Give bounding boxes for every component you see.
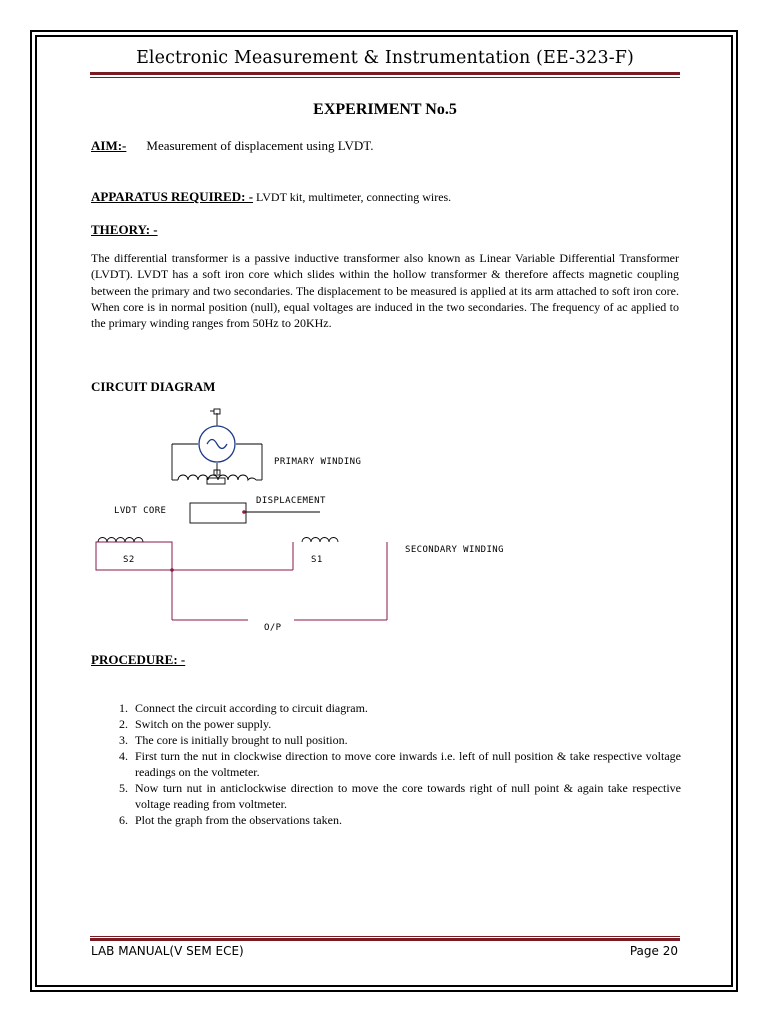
procedure-step	[91, 700, 681, 716]
procedure-step	[91, 716, 681, 732]
procedure-step-number: 3.	[119, 733, 128, 747]
procedure-step-text: First turn the nut in clockwise direction to move core inwards i.e. left of null position & take respective voltage readings on the voltmeter.	[135, 749, 681, 779]
procedure-step-text: Connect the circuit according to circuit diagram.	[135, 701, 368, 715]
procedure-step-number: 1.	[119, 701, 128, 715]
procedure-step-text: Switch on the power supply.	[135, 717, 272, 731]
procedure-step-number: 5.	[119, 781, 128, 795]
s1-winding	[302, 538, 338, 543]
label-output: O/P	[264, 623, 282, 633]
procedure-step-text: Plot the graph from the observations taken.	[135, 813, 342, 827]
procedure-step	[91, 748, 681, 780]
header-rule-thin	[90, 77, 680, 78]
s2-winding	[98, 538, 143, 543]
circuit-heading: CIRCUIT DIAGRAM	[91, 379, 216, 394]
apparatus-label: APPARATUS REQUIRED: -	[91, 189, 254, 204]
footer-rule-thin	[90, 936, 680, 937]
aim-line	[91, 138, 373, 154]
header-rule	[90, 72, 680, 75]
procedure-step	[91, 812, 681, 828]
page-number: Page 20	[629, 944, 678, 958]
procedure-step	[91, 780, 681, 812]
experiment-title: EXPERIMENT No.5	[313, 101, 457, 118]
displacement-point	[242, 510, 246, 514]
lvdt-core	[190, 503, 246, 523]
secondary-s1-coil	[293, 542, 387, 620]
label-secondary-winding: SECONDARY WINDING	[405, 545, 504, 555]
apparatus-text: LVDT kit, multimeter, connecting wires.	[253, 190, 452, 204]
footer-manual-title: LAB MANUAL(V SEM ECE)	[91, 944, 244, 958]
primary-coil	[178, 475, 256, 480]
label-primary-winding: PRIMARY WINDING	[274, 457, 362, 467]
procedure-label: PROCEDURE: -	[91, 652, 186, 667]
apparatus-line	[91, 189, 451, 205]
procedure-step-number: 6.	[119, 813, 128, 827]
procedure-heading	[91, 652, 185, 668]
procedure-step	[91, 732, 681, 748]
output-wiring	[172, 570, 387, 620]
procedure-step-number: 2.	[119, 717, 128, 731]
procedure-list	[91, 700, 681, 828]
primary-center-tap	[207, 478, 225, 484]
label-lvdt-core: LVDT CORE	[114, 506, 167, 516]
header-title: Electronic Measurement & Instrumentation (EE-323-F)	[136, 48, 634, 68]
procedure-step-number: 4.	[119, 749, 128, 763]
aim-label: AIM:-	[91, 138, 127, 153]
label-s2: S2	[123, 555, 135, 565]
label-s1: S1	[311, 555, 323, 565]
lvdt-circuit-diagram	[80, 400, 540, 640]
procedure-step-text: The core is initially brought to null position.	[135, 733, 348, 747]
sine-wave-icon	[207, 440, 227, 449]
junction-point	[170, 568, 174, 572]
theory-heading	[91, 222, 158, 238]
theory-label: THEORY: -	[91, 222, 158, 237]
footer-rule	[90, 938, 680, 941]
label-displacement: DISPLACEMENT	[256, 496, 326, 506]
procedure-step-text: Now turn nut in anticlockwise direction to move the core towards right of null point & again take respective voltage reading from voltmeter.	[135, 781, 681, 811]
aim-text: Measurement of displacement using LVDT.	[146, 138, 374, 153]
theory-paragraph: The differential transformer is a passive inductive transformer also known as Linear Variable Differential Transformer (LVDT). LVDT has a soft iron core which slides within the hollow transformer & therefore affects magnetic coupling between the primary and two secondaries. The displacement to be measured is applied at its arm attached to soft iron core. When core is in normal position (null), equal voltages are induced in the two secondaries. The frequency of ac applied to the primary winding ranges from 50Hz to 20KHz.	[91, 251, 679, 331]
